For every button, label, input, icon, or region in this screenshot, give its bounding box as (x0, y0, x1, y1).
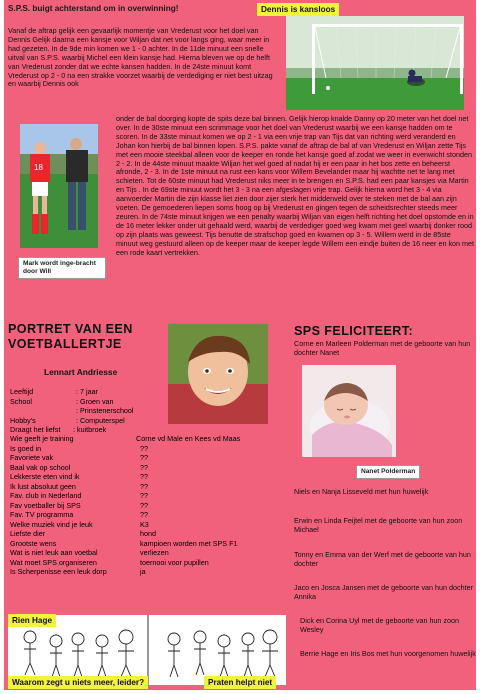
substitution-photo (20, 124, 98, 248)
felicitatie-item: Tonny en Emma van der Werf met de geboorte van hun dochter (294, 550, 471, 568)
cartoon-author: Rien Hage (8, 614, 56, 627)
baby-photo (302, 365, 396, 457)
goal-photo-caption: Dennis is kanslоos (257, 3, 339, 16)
felicitatie-item: Erwin en Linda Feijtel met de geboorte van hun zoon Michael (294, 516, 463, 534)
portret-title-line1: PORTRET VAN EEN (8, 322, 133, 336)
felicitatie-item: Niels en Nanja Lisseveld met hun huwelijk (294, 487, 429, 496)
portret-name: Lennart Andriesse (44, 367, 118, 377)
felicitatie-item: Dick en Corina Uyl met de geboorte van hun zoon Wesley (300, 616, 460, 634)
cartoon-caption-right: Praten helpt niet (204, 676, 276, 689)
newsletter-page (2, 0, 478, 690)
felicitaties-title: SPS FELICITEERT: (294, 324, 414, 338)
portret-table: Leeftijd : 7 jaar School : Groen van : Prinstenerschool Hobby's : Computerspel Draagt het liefst : kuitbroek Wie geeft je training Corne vd Male en Kees vd Maas Is goed in ?? Favoriete vak ?? Baal vak op school ?? Lekkerste eten vind ik ?? Ik lust absoluut geen ?? Fav. club in Nederland ?? Fav voetballer bij SPS ?? Fav. TV programma ?? Welke muziek vind je leuk K3 Liefste dier hond Grootste wens kampioen worden met SPS F1 Wat is niet leuk aan voetbal verliezen Wat moet SPS organiseren toernooi voor pupillen Is Scherpenisse een leuk dorp ja (10, 387, 241, 576)
article-headline: S.P.S. buigt achterstand om in overwinning! (8, 4, 179, 13)
portret-title (8, 322, 178, 352)
article-paragraph-top: Vanaf de aftrap gelijk een gevaarlijk momentje van Vrederust voor het doel van Dennis Gelijk daarna een kansje voor Wiljan dat net voor langs ging, waar meer in had gezeten. In de 9de min komen we 1 - 0 achter. In de 11de minuut een snelle uitval van S.P.S. waarbij Michel een klein kansje had. Hierna bleven we op de helft van Vrederust zonder dat we echte kansen hadden. In de 24ste minuut komt Vrederust op 2 - 0 na een strakke voorzet waarbij de verdediging er niet best uitzag en waarbij Dennis ook (8, 26, 273, 89)
felicitatie-item: Berrie Hage en Iris Bos met hun voorgenomen huwelijk (300, 649, 476, 658)
goal-photo (286, 16, 464, 110)
baby-photo-caption: Nanet Polderman (356, 465, 420, 479)
article-paragraph-wide: onder de bal doorging kopte de spits deze bal binnen. Gelijk hierop knalde Danny op 20 meter van het doel net over. In de 30ste minuut een scrimmage voor het doel van Vrederust waarbij we een kansje hadden om te scoren. In de 33ste minuut komen we op 2 - 1 via een vrije trap van Tijs dat van richting werd veranderd en Johan kon hierbij de bal binnen lopen. S.P.S. pakte vanaf de aftrap de bal af van Vrederust en Wiljan zette Tijs met een mooie steekbal alleen voor de keeper en ronde het kansje goed af zodat we weer in evenwicht stonden 2 - 2. In de 44ste minuut maakte Wiljan het wel goed af nadat hij er een paar in het bos zette en beheerst afronde, 2 - 3. In de 1ste minuut na rust een kans voor Willem Bevelander maar hij wachtte net te lang met schieten. Tot de 60ste minuut had Vrederust niks meer in te brengen en S.P.S. had een paar kansjes via Martin en Tijs . In de 69ste minuut wordt het 3 - 3 na een afgeslagen vrije trap. Gelijk hierna word het 3 - 4 via aanvoerder Martin die zijn klasse liet zien door zijer sterk het middenveld over te steken met de bal aan zijn voeten. De gemoederen liepen soms hoog op bij Vrederust en gingen tegen de scheidsrechter steeds meer zeuren. In de 74ste minuut krijgen we een penalty waarbij Wiljan van eigen helft richting het doel opstomde en in de 16 meter lekker onder uit gehaald werd, waarbij de verdediger goed weg kwam met geel waarbij donker rood op zijn plaats was geweest. Tijs benutte de strafschop goed en kwamen op 3 - 5. Willem werd in de 85ste minuut weg gestuurd alleen op de keeper maar de keeper legde Willem een eindje buiten de 16 neer en kon met een rode kaart vertrekken. (116, 114, 475, 257)
felicitaties-intro: Corne en Marleen Polderman met de geboorte van hun dochter Nanet (294, 339, 471, 357)
felicitatie-item: Jaco en Josca Jansen met de geboorte van hun dochter Annika (294, 583, 474, 601)
cartoon-caption-left: Waarom zegt u niets meer, leider? (8, 676, 148, 689)
svg-text:18: 18 (34, 163, 43, 172)
substitution-photo-caption: Mark wordt inge-bracht door Will (18, 257, 106, 279)
portret-title-line2: VOETBALLERTJE (8, 337, 122, 351)
